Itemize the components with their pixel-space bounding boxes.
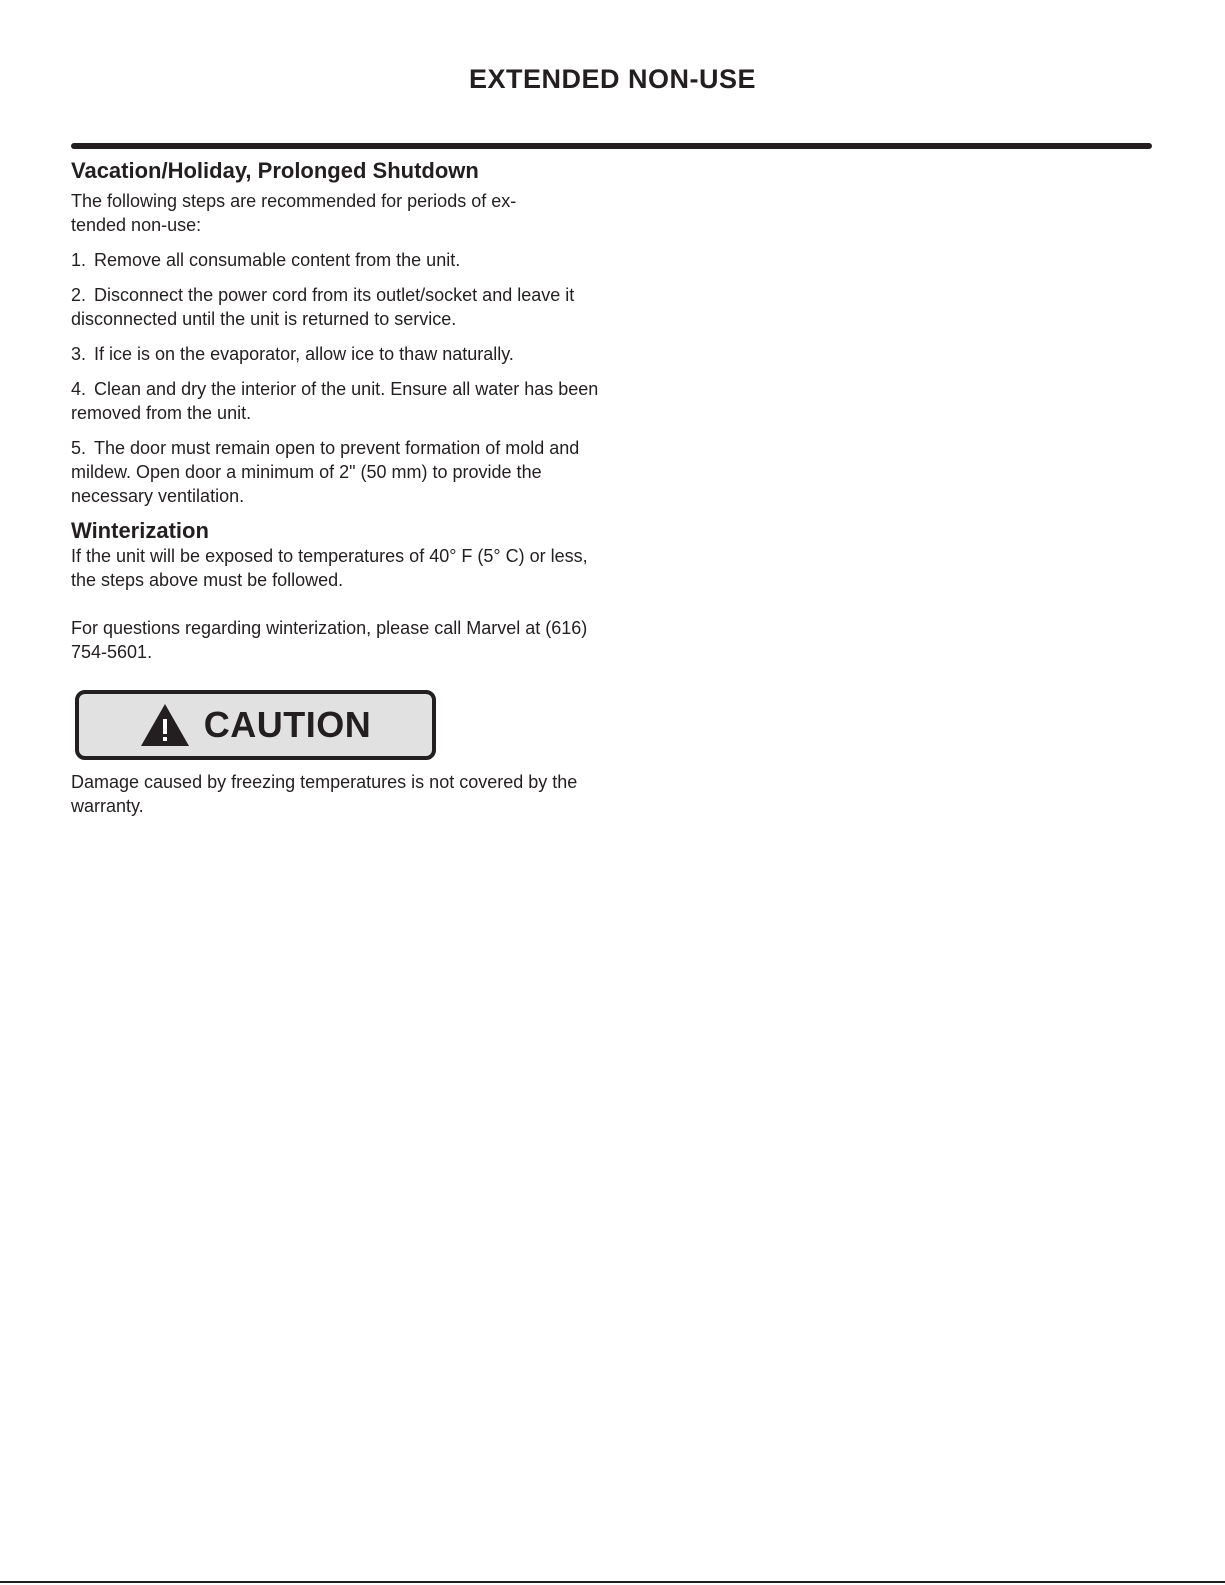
step-text: The door must remain open to prevent formation of mold and mildew. Open door a minimum of 2" (50 mm) to provide the necessary ventilation. [71,438,580,506]
vacation-heading: Vacation/Holiday, Prolonged Shutdown [71,158,479,183]
step-5 [71,436,611,508]
step-text: Clean and dry the interior of the unit. Ensure all water has been removed from the unit. [71,379,599,423]
step-number: 2. [71,285,87,305]
winterization-heading: Winterization [71,518,209,543]
winterization-text: If the unit will be exposed to temperatures of 40° F (5° C) or less, the steps above must be followed. [71,546,588,590]
vacation-intro: The following steps are recommended for periods of ex- tended non-use: [71,191,517,235]
page-bottom-rule [0,1581,1225,1583]
section-divider [71,143,1152,149]
step-number: 1. [71,250,87,270]
step-3 [71,342,611,366]
step-number: 5. [71,438,87,458]
step-number: 3. [71,344,87,364]
step-4 [71,377,611,425]
caution-banner [75,690,436,760]
step-2 [71,283,611,331]
caution-text: Damage caused by freezing temperatures is not covered by the warranty. [71,772,578,816]
step-1 [71,248,611,272]
step-text: If ice is on the evaporator, allow ice to thaw naturally. [94,344,514,364]
page-title: EXTENDED NON-USE [468,64,757,94]
winterization-contact: For questions regarding winterization, please call Marvel at (616) 754-5601. [71,618,588,662]
step-text: Remove all consumable content from the unit. [94,250,461,270]
caution-label: CAUTION [203,704,372,745]
content-column [71,156,611,818]
warning-triangle-icon [140,703,190,747]
step-number: 4. [71,379,87,399]
step-text: Disconnect the power cord from its outlet/socket and leave it disconnected until the unit is returned to service. [71,285,575,329]
